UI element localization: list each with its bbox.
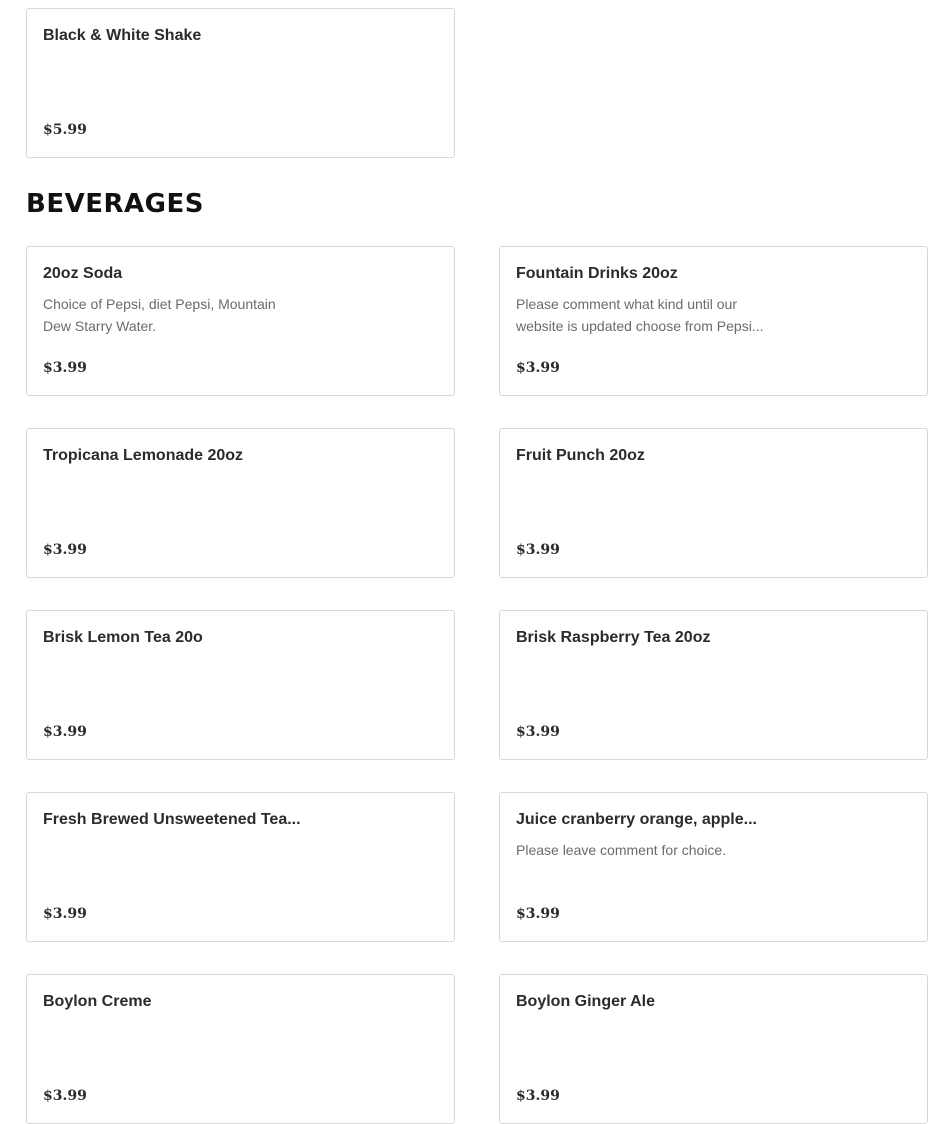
item-description: Please comment what kind until our website is updated choose from Pepsi... <box>516 296 764 334</box>
menu-item-card[interactable] <box>26 610 455 760</box>
menu-item-card[interactable] <box>499 610 928 760</box>
menu-item-card[interactable] <box>499 428 928 578</box>
menu-item-card[interactable] <box>499 792 928 942</box>
item-title: Tropicana Lemonade 20oz <box>43 447 244 464</box>
menu-item-card[interactable] <box>26 792 455 942</box>
item-price: $3.99 <box>516 360 560 376</box>
item-price: $3.99 <box>43 906 87 922</box>
item-title: Black & White Shake <box>43 27 202 44</box>
item-description: Please leave comment for choice. <box>516 842 727 858</box>
item-price: $3.99 <box>43 724 87 740</box>
section-heading: BEVERAGES <box>26 189 204 219</box>
item-price: $3.99 <box>516 542 560 558</box>
menu-item-card[interactable] <box>499 246 928 396</box>
item-title: Fountain Drinks 20oz <box>516 265 678 282</box>
item-price: $3.99 <box>43 360 87 376</box>
item-title: Juice cranberry orange, apple... <box>516 811 757 828</box>
item-description: Choice of Pepsi, diet Pepsi, Mountain Dew Starry Water. <box>43 296 276 334</box>
item-title: Brisk Lemon Tea 20o <box>43 629 203 646</box>
menu-item-card[interactable] <box>499 974 928 1124</box>
item-title: Boylon Creme <box>43 993 152 1010</box>
item-price: $3.99 <box>43 1088 87 1104</box>
item-title: Fruit Punch 20oz <box>516 447 645 464</box>
item-title: Brisk Raspberry Tea 20oz <box>516 629 711 646</box>
item-title: 20oz Soda <box>43 265 123 282</box>
item-price: $3.99 <box>43 542 87 558</box>
menu-item-card[interactable] <box>26 246 455 396</box>
menu-item-card[interactable] <box>26 428 455 578</box>
menu-item-card[interactable] <box>26 974 455 1124</box>
menu-item-card[interactable] <box>26 8 455 158</box>
item-title: Fresh Brewed Unsweetened Tea... <box>43 811 301 828</box>
item-price: $3.99 <box>516 1088 560 1104</box>
item-price: $5.99 <box>43 122 87 138</box>
item-title: Boylon Ginger Ale <box>516 993 655 1010</box>
item-price: $3.99 <box>516 724 560 740</box>
item-price: $3.99 <box>516 906 560 922</box>
